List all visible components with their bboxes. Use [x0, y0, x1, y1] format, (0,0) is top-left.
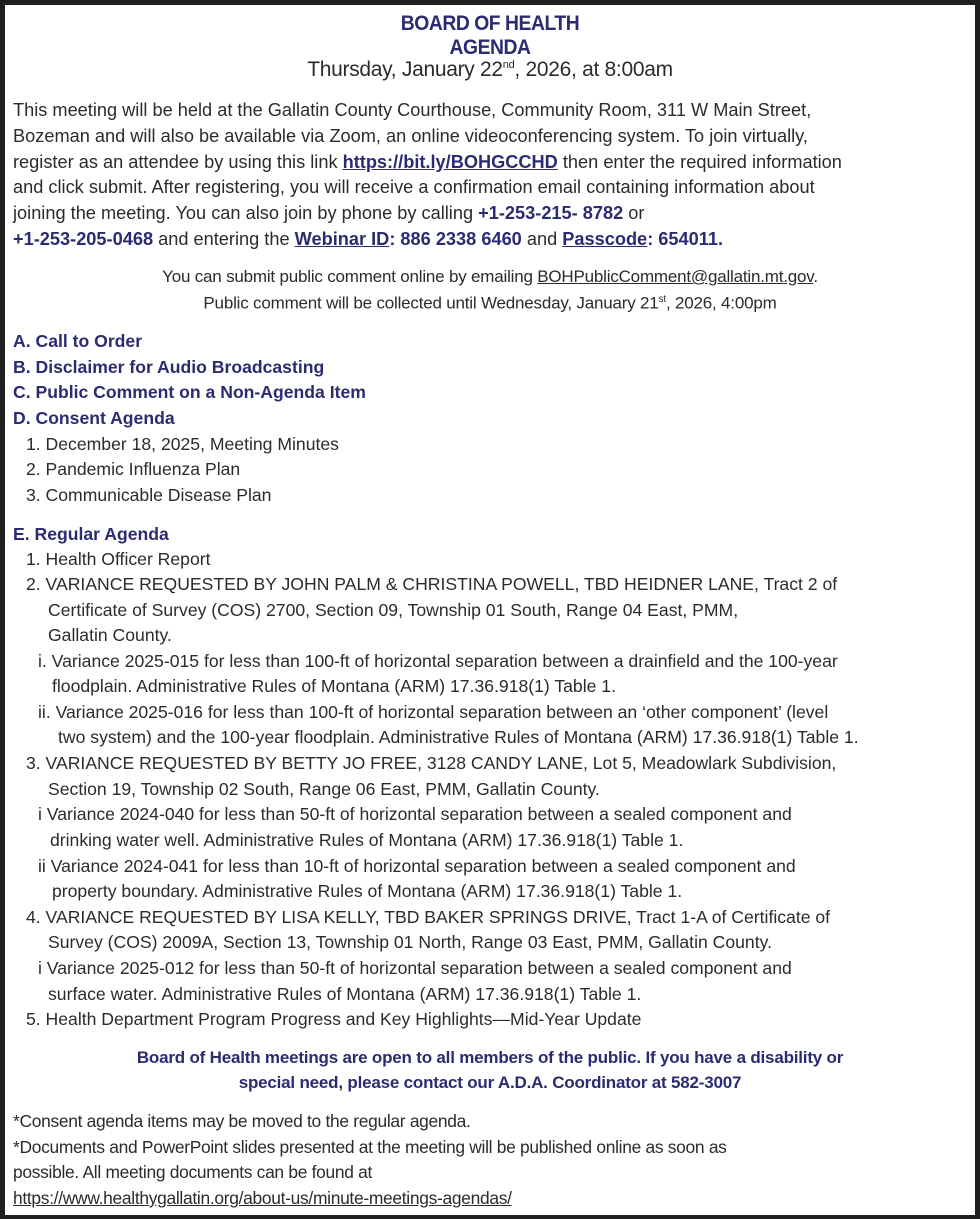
- regular-item-5: 5. Health Department Program Progress and Key Highlights—Mid-Year Update: [26, 1009, 642, 1029]
- deadline-text: , 2026, 4:00pm: [665, 293, 777, 313]
- intro-line: [13, 227, 973, 253]
- intro-text: and: [521, 228, 563, 249]
- public-comment-text: .: [813, 267, 818, 286]
- variance-2024-040: i Variance 2024-040 for less than 50-ft of horizontal separation between a sealed component and: [38, 804, 792, 824]
- public-comment-text: You can submit public comment online by emailing: [162, 267, 538, 286]
- intro-line: [13, 150, 973, 176]
- regular-item-3: 3. VARIANCE REQUESTED BY BETTY JO FREE, 3128 CANDY LANE, Lot 5, Meadowlark Subdivision,: [26, 753, 837, 773]
- intro-line: This meeting will be held at the Gallatin County Courthouse, Community Room, 311 W Main Street,: [13, 100, 812, 120]
- ada-notice-line: Board of Health meetings are open to all members of the public. If you have a disability or: [136, 1048, 844, 1067]
- webinar-id-label: Webinar ID: [294, 228, 390, 249]
- regular-item-2: 2. VARIANCE REQUESTED BY JOHN PALM & CHRISTINA POWELL, TBD HEIDNER LANE, Tract 2 of: [26, 574, 838, 594]
- variance-2025-012-cont: surface water. Administrative Rules of Montana (ARM) 17.36.918(1) Table 1.: [48, 984, 642, 1004]
- phone-number-1[interactable]: +1-253-215- 8782: [478, 203, 624, 224]
- meeting-documents-link[interactable]: https://www.healthygallatin.org/about-us/minute-meetings-agendas/: [13, 1188, 512, 1208]
- public-comment-notice: [0, 265, 980, 315]
- variance-2025-015: i. Variance 2025-015 for less than 100-ft of horizontal separation between a drainfield and the 100-year: [38, 651, 838, 671]
- footnote-documents: *Documents and PowerPoint slides presented at the meeting will be published online as soon as: [13, 1137, 727, 1157]
- section-a-call-to-order: A. Call to Order: [13, 331, 143, 351]
- consent-item: 2. Pandemic Influenza Plan: [26, 459, 241, 479]
- variance-2024-040-cont: drinking water well. Administrative Rules of Montana (ARM) 17.36.918(1) Table 1.: [50, 830, 684, 850]
- deadline-ordinal: st: [658, 294, 666, 305]
- intro-text: register as an attendee by using this link: [13, 151, 343, 172]
- public-comment-email-link[interactable]: BOHPublicComment@gallatin.mt.gov: [537, 267, 814, 286]
- meeting-date-rest: , 2026, at 8:00am: [514, 58, 673, 81]
- intro-line: Bozeman and will also be available via Zoom, an online videoconferencing system. To join virtually,: [13, 125, 808, 146]
- title-board-of-health: BOARD OF HEALTH: [400, 12, 580, 35]
- intro-text: joining the meeting. You can also join by phone by calling: [13, 203, 479, 224]
- regular-item-2-cont: Certificate of Survey (COS) 2700, Section 09, Township 01 South, Range 04 East, PMM,: [48, 600, 739, 620]
- intro-paragraph: [13, 98, 973, 253]
- meeting-date-ordinal: nd: [502, 59, 515, 71]
- variance-2025-016-cont: two system) and the 100-year floodplain. Administrative Rules of Montana (ARM) 17.36.918(1) Table 1.: [58, 727, 859, 747]
- section-d-consent-agenda: D. Consent Agenda: [13, 408, 175, 428]
- footnote-consent: *Consent agenda items may be moved to the regular agenda.: [13, 1111, 471, 1131]
- regular-item-1: 1. Health Officer Report: [26, 549, 211, 569]
- passcode-value: : 654011.: [647, 228, 724, 249]
- regular-item-3-cont: Section 19, Township 02 South, Range 06 East, PMM, Gallatin County.: [48, 779, 600, 799]
- section-e-regular-agenda: E. Regular Agenda: [13, 524, 169, 544]
- consent-item: 1. December 18, 2025, Meeting Minutes: [26, 434, 339, 454]
- phone-number-2[interactable]: +1-253-205-0468: [13, 228, 154, 249]
- intro-text: and entering the: [153, 228, 295, 249]
- variance-2024-041-cont: property boundary. Administrative Rules of Montana (ARM) 17.36.918(1) Table 1.: [52, 881, 683, 901]
- variance-2025-012: i Variance 2025-012 for less than 50-ft of horizontal separation between a sealed component and: [38, 958, 792, 978]
- consent-item: 3. Communicable Disease Plan: [26, 485, 272, 505]
- deadline-text: Public comment will be collected until Wednesday, January 21: [203, 293, 659, 313]
- intro-line: and click submit. After registering, you will receive a confirmation email containing information about: [13, 177, 815, 198]
- intro-text: or: [623, 203, 645, 224]
- regular-item-2-cont: Gallatin County.: [48, 625, 172, 645]
- footnote-url-line: [13, 1186, 512, 1212]
- ada-notice-line: special need, please contact our A.D.A. Coordinator at 582-3007: [238, 1073, 742, 1092]
- section-b-disclaimer: B. Disclaimer for Audio Broadcasting: [13, 357, 325, 377]
- meeting-date-main: Thursday, January 22: [307, 58, 503, 81]
- intro-line: [13, 201, 973, 227]
- regular-item-4-cont: Survey (COS) 2009A, Section 13, Township 01 North, Range 03 East, PMM, Gallatin County.: [48, 932, 772, 952]
- section-c-public-comment: C. Public Comment on a Non-Agenda Item: [13, 382, 366, 402]
- passcode-label: Passcode: [562, 228, 648, 249]
- footnote-documents-cont: possible. All meeting documents can be found at: [13, 1162, 373, 1182]
- title-agenda: AGENDA: [449, 36, 531, 59]
- variance-2025-016: ii. Variance 2025-016 for less than 100-ft of horizontal separation between an ‘other component’ (level: [38, 702, 829, 722]
- meeting-date: [0, 58, 980, 82]
- regular-item-4: 4. VARIANCE REQUESTED BY LISA KELLY, TBD BAKER SPRINGS DRIVE, Tract 1-A of Certificate of: [26, 907, 831, 927]
- zoom-registration-link[interactable]: https://bit.ly/BOHGCCHD: [342, 151, 558, 172]
- variance-2024-041: ii Variance 2024-041 for less than 10-ft of horizontal separation between a sealed component and: [38, 856, 796, 876]
- webinar-id-value: : 886 2338 6460: [389, 228, 522, 249]
- intro-text: then enter the required information: [557, 151, 842, 172]
- variance-2025-015-cont: floodplain. Administrative Rules of Montana (ARM) 17.36.918(1) Table 1.: [52, 676, 616, 696]
- ada-notice: [0, 1045, 980, 1095]
- public-comment-line: [0, 265, 980, 288]
- public-comment-deadline: [0, 288, 980, 315]
